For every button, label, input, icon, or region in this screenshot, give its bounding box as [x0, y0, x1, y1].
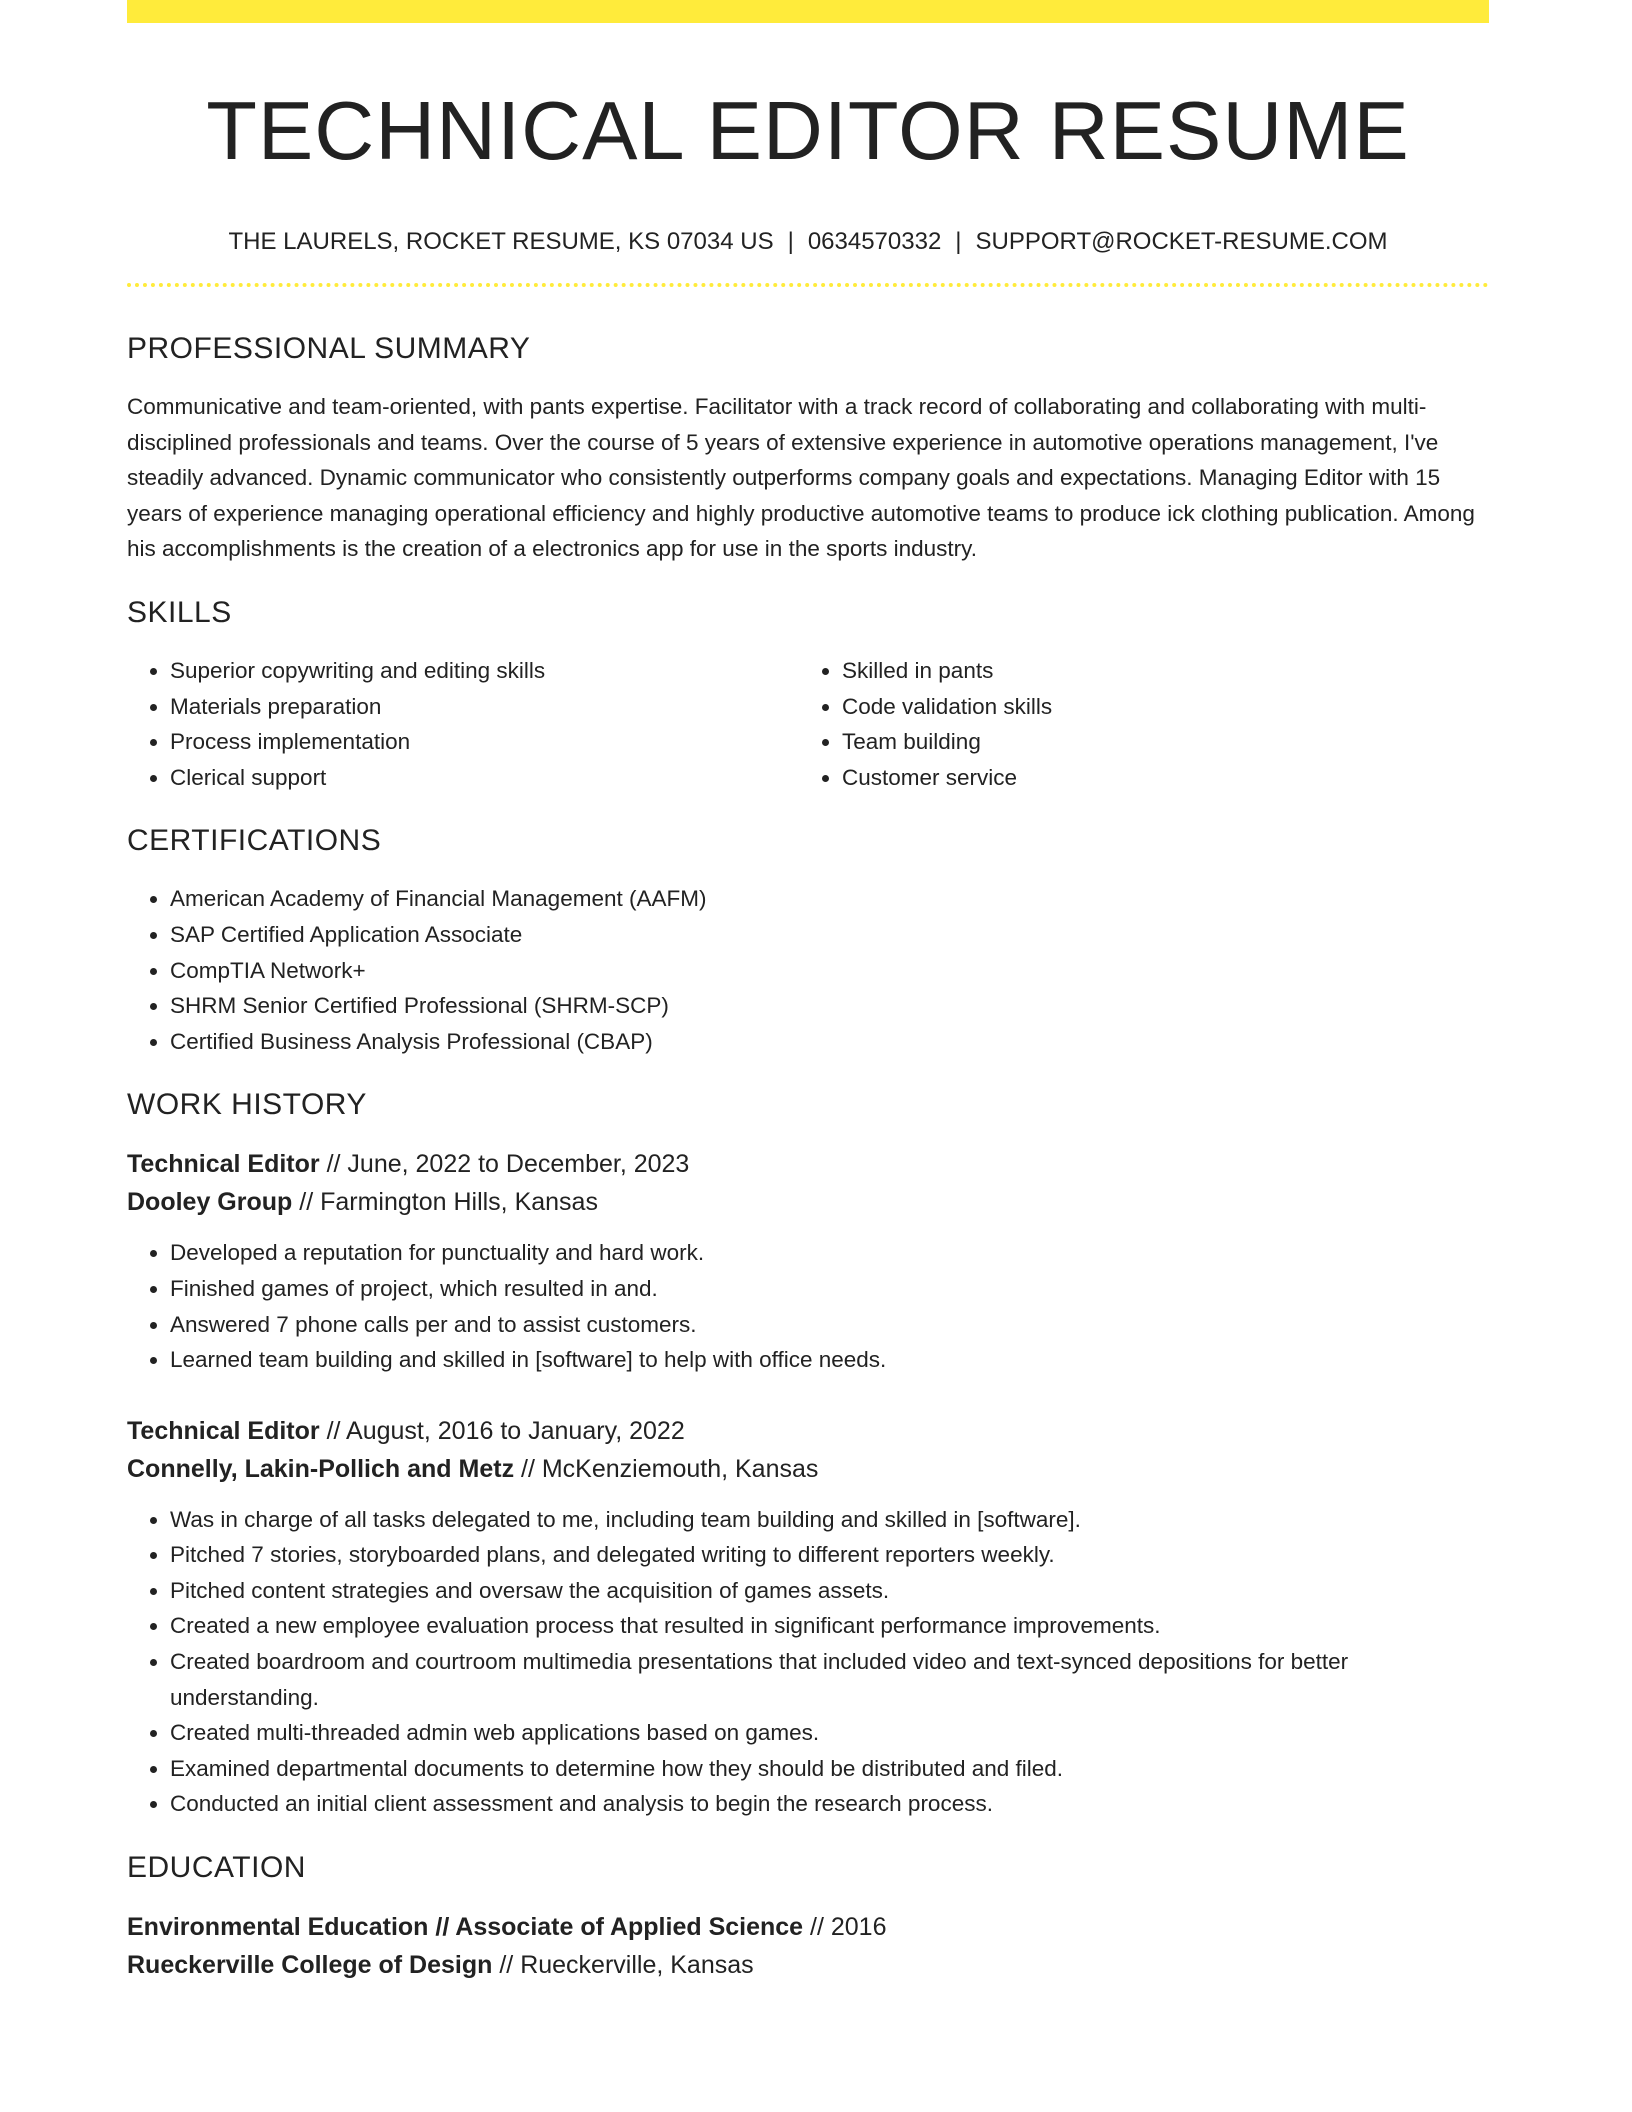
- list-item: • Created multi-threaded admin web applications based on games.: [170, 1715, 1489, 1751]
- list-item: • Team building: [842, 724, 1471, 760]
- skills-section: [127, 595, 1489, 795]
- contact-email: SUPPORT@ROCKET-RESUME.COM: [975, 228, 1388, 255]
- list-item: • Created boardroom and courtroom multimedia presentations that included video and text-synced depositions for better understanding.: [170, 1644, 1489, 1715]
- list-item: • American Academy of Financial Management (AAFM): [170, 881, 1489, 917]
- resume-page: [127, 0, 1489, 1984]
- skills-list-left: [127, 653, 799, 795]
- list-item: • Process implementation: [170, 724, 799, 760]
- list-item: • Finished games of project, which resulted in and.: [170, 1271, 1489, 1307]
- education-heading: EDUCATION: [127, 1851, 306, 1885]
- job-title: Technical Editor: [127, 1150, 320, 1179]
- list-item: • Materials preparation: [170, 689, 799, 725]
- education-school: Rueckerville College of Design: [127, 1951, 493, 1980]
- list-item: • Certified Business Analysis Professional (CBAP): [170, 1024, 1489, 1060]
- education-section: [127, 1850, 1489, 1984]
- summary-text: Communicative and team-oriented, with pants expertise. Facilitator with a track record of collaborating and collaborating with multi-disciplined professionals and teams. Over the course of 5 years of extensive experience in automotive operations management, I've steadily advanced. Dynamic communicator who consistently outperforms company goals and expectations. Managing Editor with 15 years of experience managing operational efficiency and highly productive automotive teams to produce ick clothing publication. Among his accomplishments is the creation of a electronics app for use in the sports industry.: [127, 394, 1475, 562]
- list-item: • SAP Certified Application Associate: [170, 917, 1489, 953]
- contact-line: [127, 227, 1489, 257]
- job-title-line: [127, 1412, 1489, 1450]
- list-item: • Developed a reputation for punctuality and hard work.: [170, 1235, 1489, 1271]
- job-bullets: [127, 1235, 1489, 1377]
- list-item: • Skilled in pants: [842, 653, 1471, 689]
- list-item: • Clerical support: [170, 760, 799, 796]
- skills-heading: SKILLS: [127, 595, 232, 629]
- job-company: Dooley Group: [127, 1188, 293, 1217]
- certifications-heading: CERTIFICATIONS: [127, 824, 382, 858]
- list-item: • Pitched 7 stories, storyboarded plans, and delegated writing to different reporters weekly.: [170, 1537, 1489, 1573]
- certifications-section: [127, 823, 1489, 1059]
- education-degree-line: [127, 1908, 1489, 1946]
- contact-address: THE LAURELS, ROCKET RESUME, KS 07034 US: [228, 228, 774, 255]
- job-dates: // June, 2022 to December, 2023: [319, 1150, 690, 1179]
- job-bullets: [127, 1502, 1489, 1822]
- job-location: // McKenziemouth, Kansas: [514, 1454, 819, 1483]
- list-item: • SHRM Senior Certified Professional (SHRM-SCP): [170, 988, 1489, 1024]
- summary-heading: PROFESSIONAL SUMMARY: [127, 332, 531, 365]
- work-history-heading: WORK HISTORY: [127, 1088, 367, 1122]
- education-entry: [127, 1908, 1489, 1984]
- job-entry: [127, 1412, 1489, 1822]
- job-company-line: [127, 1450, 1489, 1488]
- skills-grid: [127, 653, 1489, 795]
- list-item: • Customer service: [842, 760, 1471, 796]
- contact-separator: |: [955, 228, 962, 255]
- contact-phone: 0634570332: [807, 228, 942, 255]
- job-company: Connelly, Lakin-Pollich and Metz: [127, 1454, 515, 1483]
- education-location: // Rueckerville, Kansas: [492, 1951, 754, 1980]
- list-item: • Conducted an initial client assessment and analysis to begin the research process.: [170, 1786, 1489, 1822]
- contact-separator: |: [787, 228, 794, 255]
- skills-list-right: [799, 653, 1471, 795]
- certifications-list: [127, 881, 1489, 1059]
- job-title: Technical Editor: [127, 1416, 320, 1445]
- list-item: • Code validation skills: [842, 689, 1471, 725]
- dotted-divider: [127, 283, 1489, 287]
- job-entry: [127, 1145, 1489, 1377]
- summary-section: [127, 331, 1489, 567]
- list-item: • Superior copywriting and editing skills: [170, 653, 799, 689]
- job-dates: // August, 2016 to January, 2022: [319, 1416, 685, 1445]
- work-history-section: [127, 1087, 1489, 1822]
- accent-bar: [127, 0, 1489, 23]
- list-item: • Created a new employee evaluation process that resulted in significant performance improvements.: [170, 1608, 1489, 1644]
- job-location: // Farmington Hills, Kansas: [292, 1188, 598, 1217]
- list-item: • CompTIA Network+: [170, 953, 1489, 989]
- resume-title: TECHNICAL EDITOR RESUME: [206, 84, 1410, 177]
- list-item: • Answered 7 phone calls per and to assist customers.: [170, 1307, 1489, 1343]
- education-year: // 2016: [803, 1913, 887, 1942]
- job-company-line: [127, 1183, 1489, 1221]
- education-school-line: [127, 1946, 1489, 1984]
- list-item: • Pitched content strategies and oversaw the acquisition of games assets.: [170, 1573, 1489, 1609]
- list-item: • Was in charge of all tasks delegated to me, including team building and skilled in [software].: [170, 1502, 1489, 1538]
- list-item: • Examined departmental documents to determine how they should be distributed and filed.: [170, 1751, 1489, 1787]
- education-degree: Environmental Education // Associate of Applied Science: [127, 1913, 804, 1942]
- job-title-line: [127, 1145, 1489, 1183]
- list-item: • Learned team building and skilled in [software] to help with office needs.: [170, 1342, 1489, 1378]
